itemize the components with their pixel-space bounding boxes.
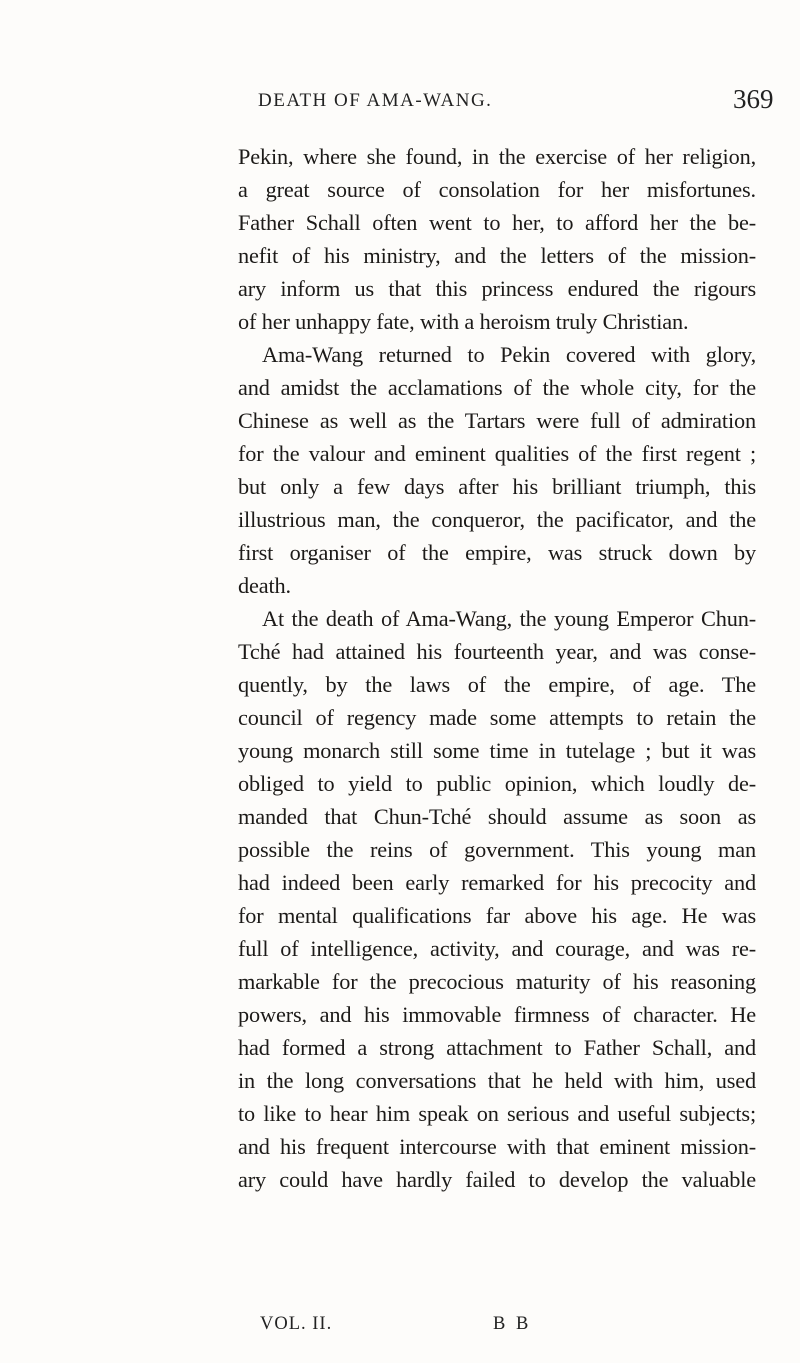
text-line: possible the reins of government. This young man [238, 837, 756, 862]
text-line: ary could have hardly failed to develop the valuable [238, 1167, 756, 1192]
body-text [238, 140, 756, 1196]
text-line: illustrious man, the conqueror, the pacificator, and the [238, 507, 756, 532]
text-line: young monarch still some time in tutelage ; but it was [238, 738, 756, 763]
text-line: Tché had attained his fourteenth year, and was conse- [238, 639, 756, 664]
text-line: council of regency made some attempts to retain the [238, 705, 756, 730]
running-head: DEATH OF AMA-WANG. [258, 90, 493, 111]
text-line: markable for the precocious maturity of his reasoning [238, 969, 756, 994]
text-line: but only a few days after his brilliant triumph, this [238, 474, 756, 499]
text-line: powers, and his immovable firmness of character. He [238, 1002, 756, 1027]
text-line: Ama-Wang returned to Pekin covered with glory, [262, 342, 756, 367]
text-line: to like to hear him speak on serious and useful subjects; [238, 1101, 756, 1126]
text-line: and amidst the acclamations of the whole city, for the [238, 375, 756, 400]
text-line: Chinese as well as the Tartars were full of admiration [238, 408, 756, 433]
text-line: Pekin, where she found, in the exercise of her religion, [238, 144, 756, 169]
text-line: for the valour and eminent qualities of the first regent ; [238, 441, 756, 466]
text-line: of her unhappy fate, with a heroism truly Christian. [238, 309, 689, 334]
text-line: obliged to yield to public opinion, which loudly de- [238, 771, 756, 796]
text-line: and his frequent intercourse with that eminent mission- [238, 1134, 756, 1159]
signature-mark: B B [493, 1314, 532, 1334]
text-line: manded that Chun-Tché should assume as soon as [238, 804, 756, 829]
text-line: full of intelligence, activity, and courage, and was re- [238, 936, 756, 961]
volume-label: VOL. II. [260, 1314, 333, 1334]
text-line: had formed a strong attachment to Father Schall, and [238, 1035, 756, 1060]
text-line: had indeed been early remarked for his precocity and [238, 870, 756, 895]
text-line: death. [238, 573, 291, 598]
text-line: first organiser of the empire, was struck down by [238, 540, 756, 565]
page-number: 369 [733, 84, 774, 114]
text-line: nefit of his ministry, and the letters of the mission- [238, 243, 756, 268]
text-line: At the death of Ama-Wang, the young Emperor Chun- [262, 606, 756, 631]
text-line: quently, by the laws of the empire, of age. The [238, 672, 756, 697]
text-line: in the long conversations that he held with him, used [238, 1068, 756, 1093]
text-line: ary inform us that this princess endured the rigours [238, 276, 756, 301]
text-line: for mental qualifications far above his age. He was [238, 903, 756, 928]
text-line: a great source of consolation for her misfortunes. [238, 177, 756, 202]
text-line: Father Schall often went to her, to afford her the be- [238, 210, 756, 235]
